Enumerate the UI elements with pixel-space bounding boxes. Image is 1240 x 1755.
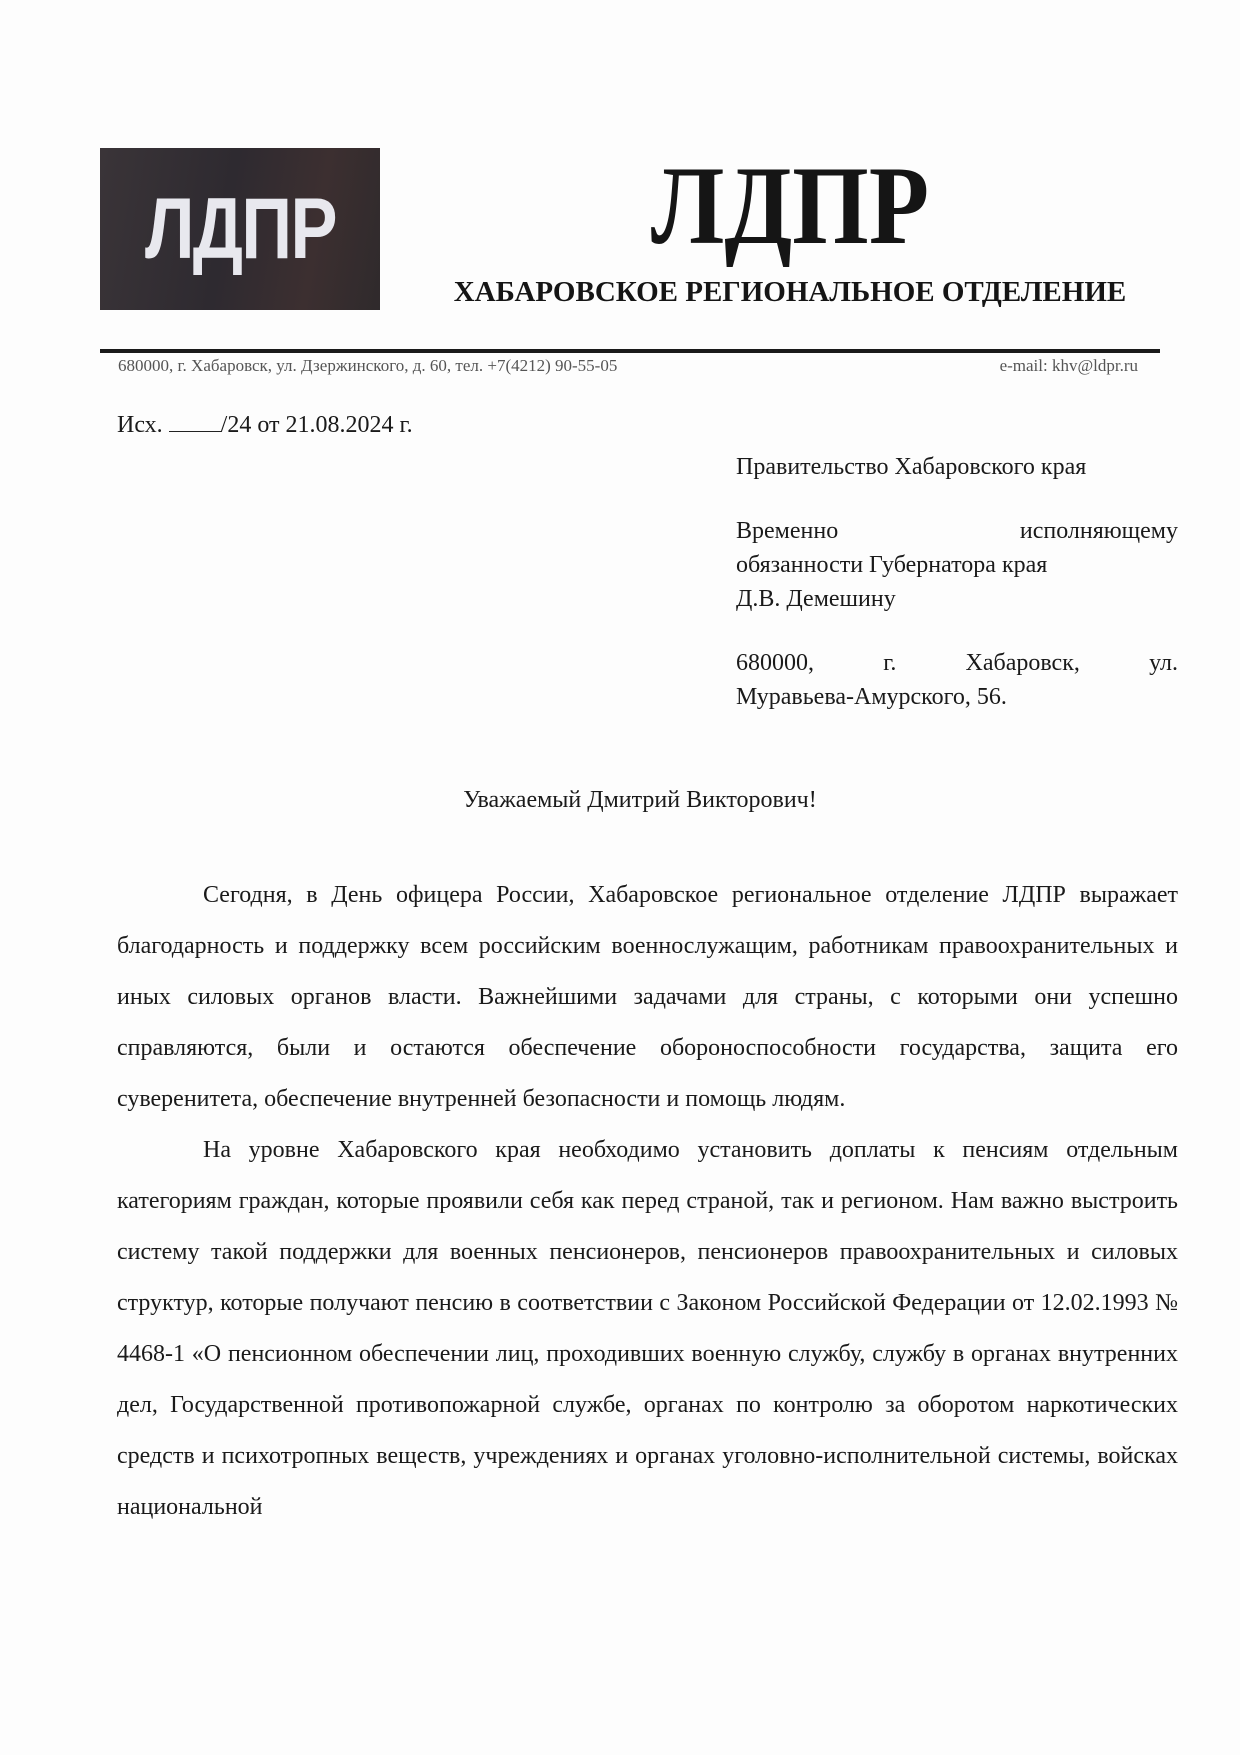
party-logo: [100, 148, 380, 310]
addressee-address-line1: 680000, г. Хабаровск, ул.: [736, 650, 1178, 676]
reference-prefix: Исх.: [117, 412, 163, 438]
outgoing-reference: [117, 412, 413, 439]
addressee-position-line2: обязанности Губернатора края: [736, 552, 1048, 578]
addressee-block: [736, 450, 1178, 714]
email-address: e-mail: khv@ldpr.ru: [999, 356, 1138, 375]
logo-text: ЛДПР: [144, 181, 336, 277]
addressee-address-line2: Муравьева-Амурского, 56.: [736, 684, 1007, 710]
header-divider: [100, 349, 1160, 353]
letterhead-subtitle: ХАБАРОВСКОЕ РЕГИОНАЛЬНОЕ ОТДЕЛЕНИЕ: [453, 276, 1127, 308]
addressee-organization: Правительство Хабаровского края: [736, 454, 1087, 480]
letter-body: [117, 870, 1178, 1533]
salutation: Уважаемый Дмитрий Викторович!: [463, 787, 817, 813]
body-paragraph-2: На уровне Хабаровского края необходимо установить доплаты к пенсиям отдельным категориям граждан, которые проявили себя как перед страной, так и регионом. Нам важно выстроить систему такой поддержки для военных пенсионеров, пенсионеров правоохранительных и силовых структур, которые получают пенсию в соответствии с Законом Российской Федерации от 12.02.1993 № 4468-1 «О пенсионном обеспечении лиц, проходивших военную службу, службу в органах внутренних дел, Государственной противопожарной службе, органах по контролю за оборотом наркотических средств и психотропных веществ, учреждениях и органах уголовно-исполнительной системы, войсках национальной: [117, 1137, 1178, 1520]
body-paragraph-1: Сегодня, в День офицера России, Хабаровское региональное отделение ЛДПР выражает благодарность и поддержку всем российским военнослужащим, работникам правоохранительных и иных силовых органов власти. Важнейшими задачами для страны, с которыми они успешно справляются, были и остаются обеспечение обороноспособности государства, защита его суверенитета, обеспечение внутренней безопасности и помощь людям.: [117, 882, 1178, 1112]
reference-number-blank: [169, 413, 221, 432]
contact-line: [100, 356, 1160, 376]
reference-suffix: /24 от 21.08.2024 г.: [220, 412, 413, 438]
addressee-position-line1: Временно исполняющему: [736, 518, 1178, 544]
letterhead-title: ЛДПР: [650, 144, 930, 268]
addressee-name: Д.В. Демешину: [736, 586, 896, 612]
postal-address: 680000, г. Хабаровск, ул. Дзержинского, д. 60, тел. +7(4212) 90-55-05: [118, 356, 618, 375]
